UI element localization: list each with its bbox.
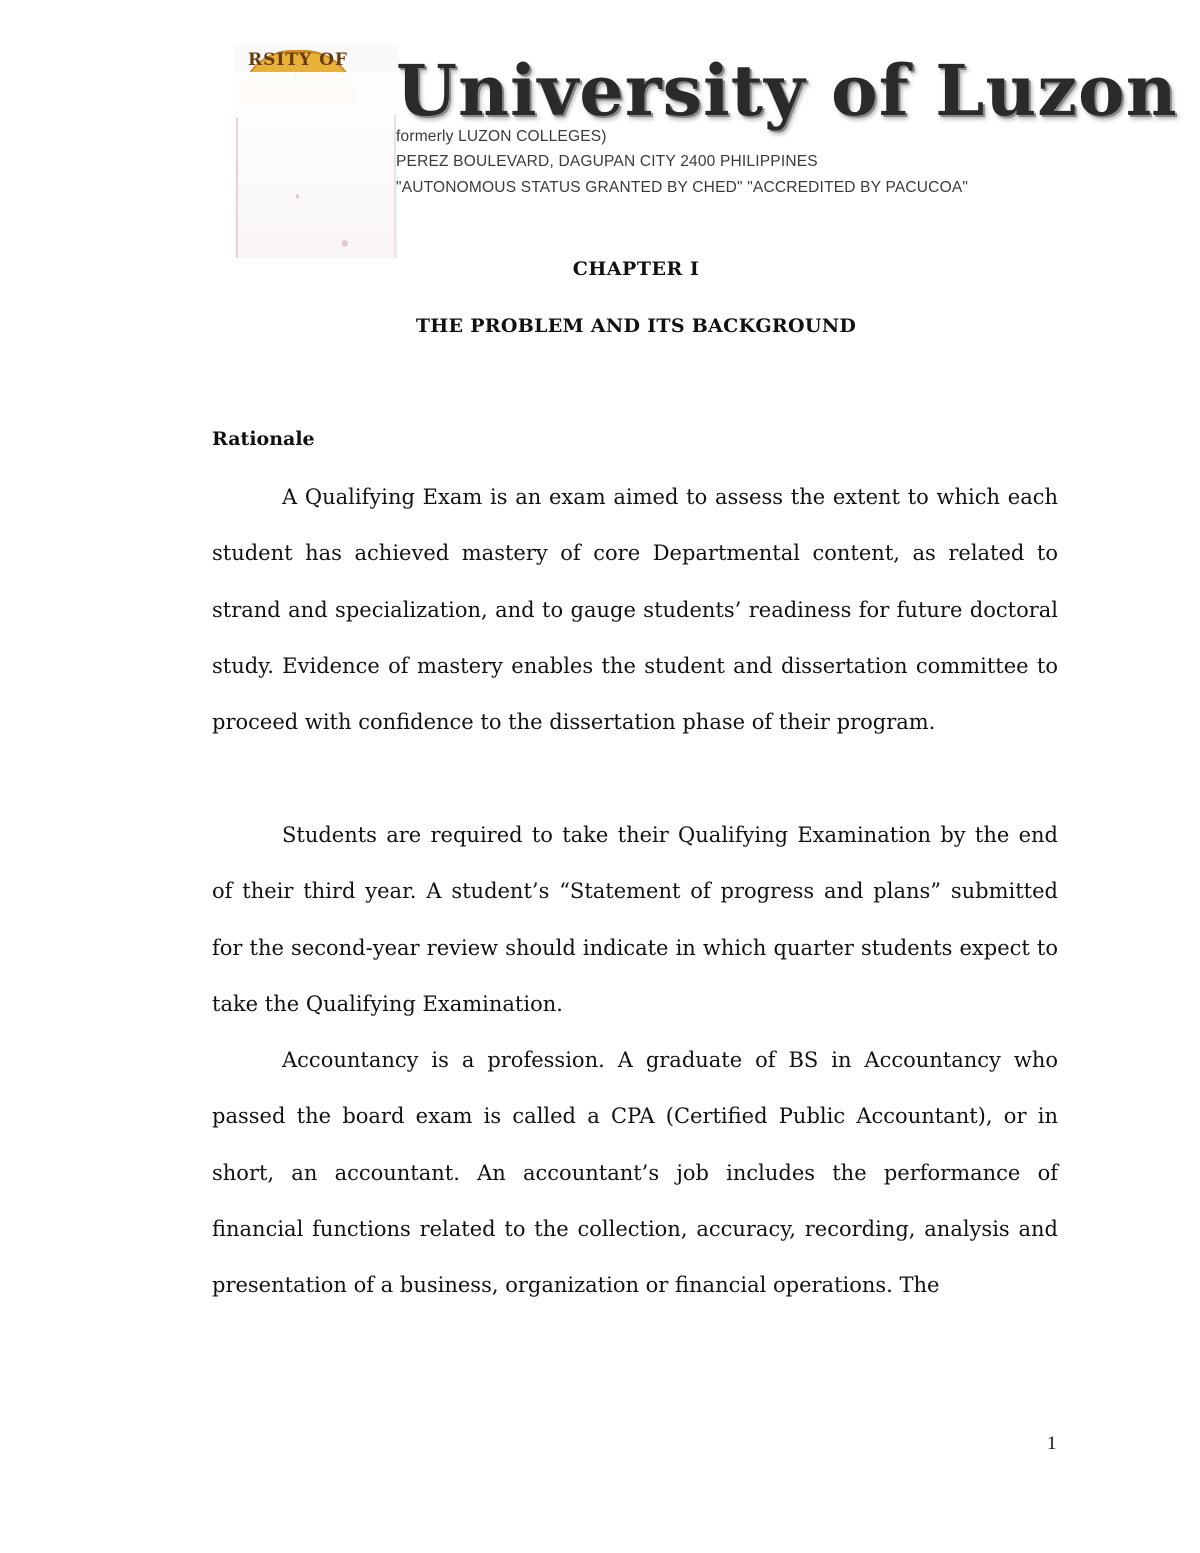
paragraph-1: A Qualifying Exam is an exam aimed to assess the extent to which each student has achieved mastery of core Departmental content, as related to strand and specialization, and to gauge students’ readiness for future doctoral study. Evidence of mastery enables the student and dissertation committee to proceed with confidence to the dissertation phase of their program.	[212, 485, 1058, 735]
seal-edge-left	[236, 118, 238, 258]
page-number: 1	[1047, 1433, 1057, 1454]
paragraph-2: Students are required to take their Qualifying Examination by the end of their third year. A student’s “Statement of progress and plans” submitted for the second-year review should indicate in which quarter students expect to take the Qualifying Examination.	[212, 823, 1058, 1016]
seal-speck	[342, 240, 348, 247]
paragraph-3: Accountancy is a profession. A graduate of BS in Accountancy who passed the board exam is called a CPA (Certified Public Accountant), or in short, an accountant. An accountant’s job includes the performance of financial functions related to the collection, accuracy, recording, analysis and presentation of a business, organization or financial operations. The	[212, 1048, 1058, 1298]
chapter-heading: CHAPTER I	[572, 258, 700, 280]
chapter-title: THE PROBLEM AND ITS BACKGROUND	[415, 315, 857, 337]
section-heading: Rationale	[212, 428, 315, 450]
seal-speck	[296, 194, 299, 199]
address-line-1: formerly LUZON COLLEGES)	[396, 128, 607, 145]
seal-text: RSITY OF	[248, 50, 348, 70]
address-line-2: PEREZ BOULEVARD, DAGUPAN CITY 2400 PHILIPPINES	[396, 153, 818, 170]
university-name: University of Luzon	[396, 49, 1178, 132]
university-seal	[234, 44, 398, 258]
seal-body	[234, 72, 398, 258]
address-line-3: "AUTONOMOUS STATUS GRANTED BY CHED" "ACCREDITED BY PACUCOA"	[396, 179, 969, 196]
